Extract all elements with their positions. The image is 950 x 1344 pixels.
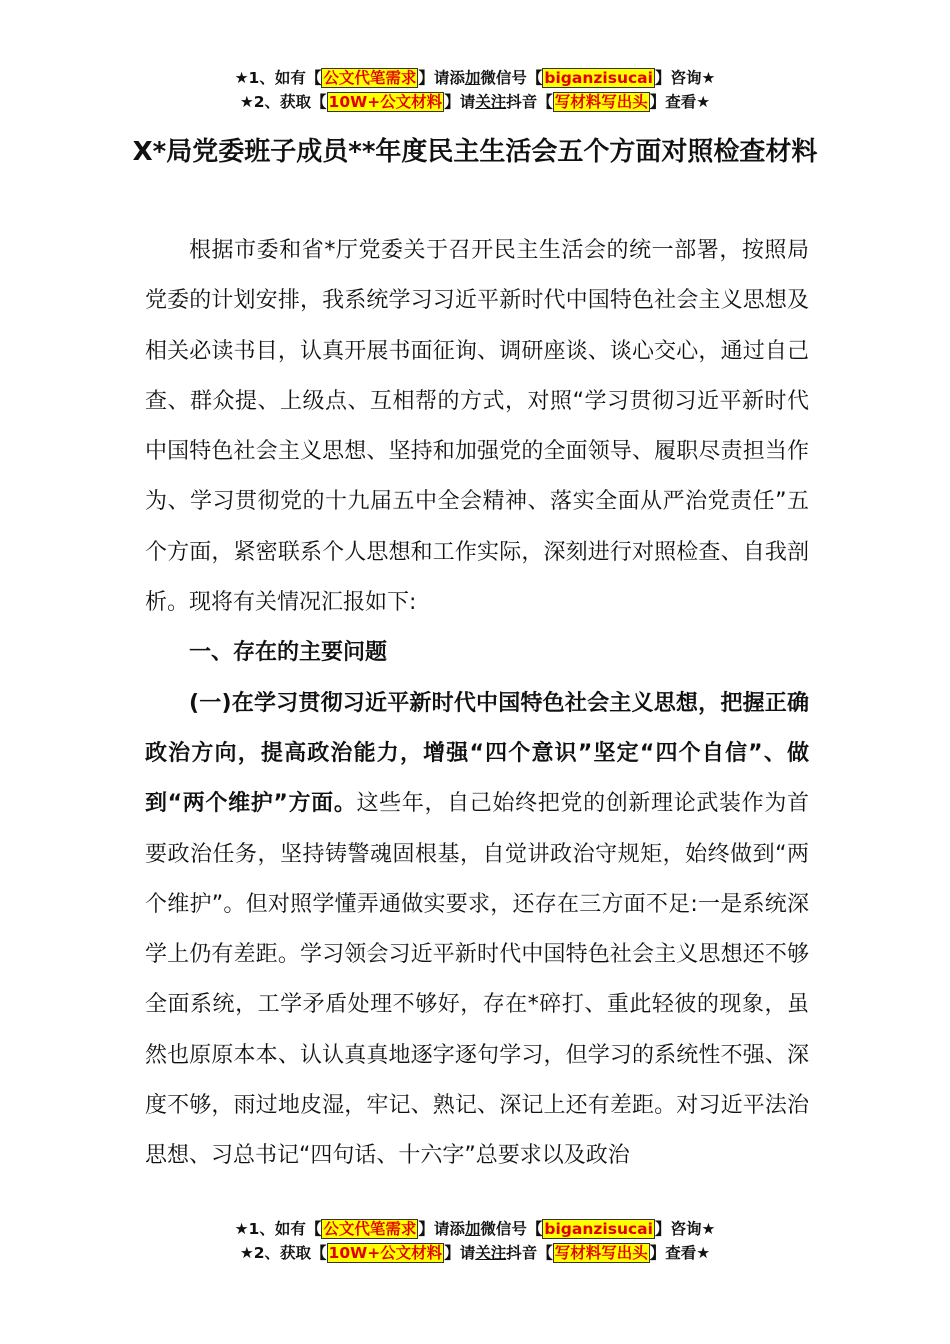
banner-text: 抖音【 — [506, 93, 553, 111]
section-heading: 一、存在的主要问题 — [189, 640, 388, 666]
banner-line-1 — [0, 1217, 950, 1241]
banner-text: ★1、如有【 — [234, 69, 322, 87]
item-heading: (一)在学习贯彻习近平新时代中国特色社会主义思想，把握正确政治方向，提高政治能力，增强“四个意识”坚定“四个自信”、做到“两个维护”方面。 — [145, 690, 809, 817]
banner-text: 】咨询★ — [654, 1220, 716, 1238]
header-banner — [0, 66, 950, 114]
item-paragraph — [145, 679, 809, 1182]
footer-banner — [0, 1217, 950, 1265]
banner-line-1 — [0, 66, 950, 90]
banner-underline: 关注 — [475, 93, 507, 111]
banner-text: 微信号【 — [480, 1220, 543, 1238]
banner-text: 】咨询★ — [654, 69, 716, 87]
banner-highlight: 写材料写出头 — [554, 93, 648, 111]
banner-text: 】请添 — [418, 1220, 465, 1238]
item-text: 这些年，自己始终把党的创新理论武装作为首要政治任务，坚持铸警魂固根基，自觉讲政治守规矩，始终做到“两个维护”。但对照学懂弄通做实要求，还存在三方面不足:一是系统深学上仍有差距。学习领会习近平新时代中国特色社会主义思想还不够全面系统，工学矛盾处理不够好，存在*碎打、重此轻彼的现象，虽然也原原本本、认认真真地逐字逐句学习，但学习的系统性不强、深度不够，雨过地皮湿，牢记、熟记、深记上还有差距。对习近平法治思想、习总书记“四句话、十六字”总要求以及政治 — [145, 791, 809, 1169]
banner-text: ★2、获取【 — [239, 93, 327, 111]
banner-underline: 加 — [464, 69, 481, 87]
banner-underline: 加 — [464, 1220, 481, 1238]
banner-highlight: 写材料写出头 — [554, 1244, 648, 1262]
banner-text: 】请 — [444, 93, 476, 111]
banner-underline: 关注 — [475, 1244, 507, 1262]
document-title: X*局党委班子成员**年度民主生活会五个方面对照检查材料 — [132, 137, 818, 167]
banner-highlight: 公文代笔需求 — [323, 69, 417, 87]
banner-highlight: 10W+公文材料 — [328, 1244, 443, 1262]
banner-line-2 — [0, 1241, 950, 1265]
document-body — [145, 226, 809, 1182]
banner-text: 】查看★ — [649, 93, 711, 111]
banner-highlight: 10W+公文材料 — [328, 93, 443, 111]
banner-text: 抖音【 — [506, 1244, 553, 1262]
banner-text: 】请添 — [418, 69, 465, 87]
banner-highlight: biganzisucai — [544, 1220, 653, 1238]
intro-paragraph: 根据市委和省*厅党委关于召开民主生活会的统一部署，按照局党委的计划安排，我系统学习习近平新时代中国特色社会主义思想及相关必读书目，认真开展书面征询、调研座谈、谈心交心，通过自己查、群众提、上级点、互相帮的方式，对照“学习贯彻习近平新时代中国特色社会主义思想、坚持和加强党的全面领导、履职尽责担当作为、学习贯彻党的十九届五中全会精神、落实全面从严治党责任”五个方面，紧密联系个人思想和工作实际，深刻进行对照检查、自我剖析。现将有关情况汇报如下: — [145, 238, 809, 616]
banner-line-2 — [0, 90, 950, 114]
banner-highlight: 公文代笔需求 — [323, 1220, 417, 1238]
banner-text: ★2、获取【 — [239, 1244, 327, 1262]
banner-text: 】请 — [444, 1244, 476, 1262]
banner-text: ★1、如有【 — [234, 1220, 322, 1238]
banner-text: 】查看★ — [649, 1244, 711, 1262]
banner-highlight: biganzisucai — [544, 69, 653, 87]
banner-text: 微信号【 — [480, 69, 543, 87]
